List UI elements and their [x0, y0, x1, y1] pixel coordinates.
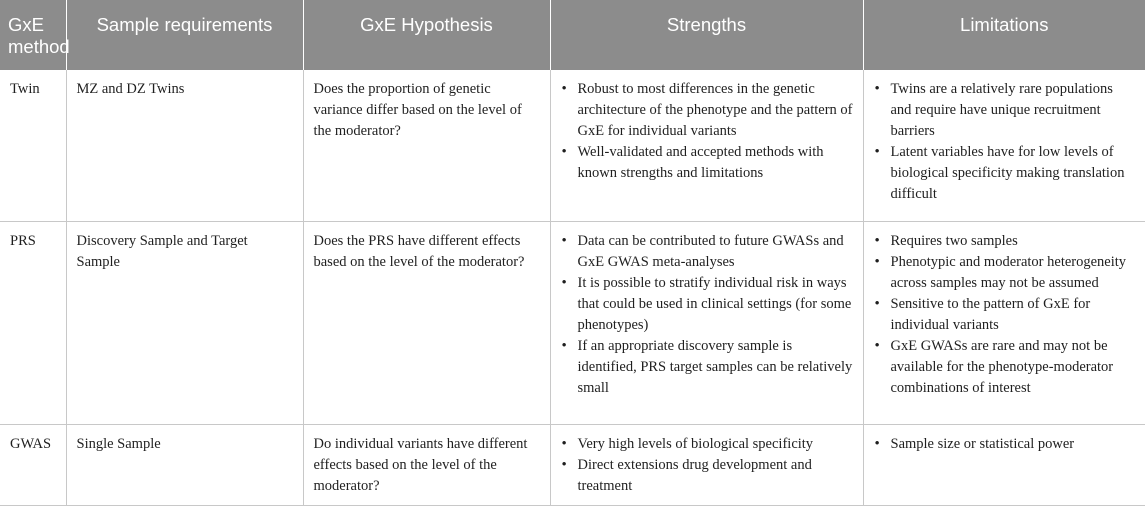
- table-row: [0, 425, 1145, 506]
- header-row: [0, 0, 1145, 70]
- table-row: [0, 70, 1145, 222]
- table-header: [0, 0, 1145, 70]
- cell-limitations: [863, 425, 1145, 506]
- list-item: • Requires two samples: [891, 231, 1136, 252]
- cell-sample-requirements: Discovery Sample and Target Sample: [66, 222, 303, 425]
- list-item: • Direct extensions drug development and treatment: [578, 455, 853, 497]
- cell-limitations: [863, 70, 1145, 222]
- cell-hypothesis: Does the proportion of genetic variance differ based on the level of the moderator?: [303, 70, 550, 222]
- header-sample-requirements: Sample requirements: [66, 0, 303, 70]
- table-row: [0, 222, 1145, 425]
- strengths-list: [561, 231, 853, 399]
- cell-hypothesis: Does the PRS have different effects based on the level of the moderator?: [303, 222, 550, 425]
- list-item: • Sensitive to the pattern of GxE for individual variants: [891, 294, 1136, 336]
- cell-strengths: [550, 222, 863, 425]
- list-item: • Sample size or statistical power: [891, 434, 1136, 455]
- limitations-list: [874, 231, 1136, 399]
- limitations-list: [874, 434, 1136, 455]
- list-item: • It is possible to stratify individual risk in ways that could be used in clinical settings (for some phenotypes): [578, 273, 853, 336]
- list-item: • Well-validated and accepted methods with known strengths and limitations: [578, 142, 853, 184]
- table-body: [0, 70, 1145, 506]
- list-item: • GxE GWASs are rare and may not be available for the phenotype-moderator combinations of interest: [891, 336, 1136, 399]
- list-item: • Latent variables have for low levels of biological specificity making translation difficult: [891, 142, 1136, 205]
- header-strengths: Strengths: [550, 0, 863, 70]
- strengths-list: [561, 79, 853, 184]
- list-item: • Data can be contributed to future GWASs and GxE GWAS meta-analyses: [578, 231, 853, 273]
- header-method: GxE method: [0, 0, 66, 70]
- list-item: • Twins are a relatively rare populations and require have unique recruitment barriers: [891, 79, 1136, 142]
- cell-method: PRS: [0, 222, 66, 425]
- strengths-list: [561, 434, 853, 497]
- limitations-list: [874, 79, 1136, 205]
- cell-strengths: [550, 70, 863, 222]
- cell-hypothesis: Do individual variants have different effects based on the level of the moderator?: [303, 425, 550, 506]
- list-item: • Very high levels of biological specificity: [578, 434, 853, 455]
- list-item: • Phenotypic and moderator heterogeneity across samples may not be assumed: [891, 252, 1136, 294]
- list-item: • If an appropriate discovery sample is identified, PRS target samples can be relatively small: [578, 336, 853, 399]
- cell-limitations: [863, 222, 1145, 425]
- cell-method: GWAS: [0, 425, 66, 506]
- cell-method: Twin: [0, 70, 66, 222]
- list-item: • Robust to most differences in the genetic architecture of the phenotype and the pattern of GxE for individual variants: [578, 79, 853, 142]
- header-hypothesis: GxE Hypothesis: [303, 0, 550, 70]
- header-limitations: Limitations: [863, 0, 1145, 70]
- cell-strengths: [550, 425, 863, 506]
- cell-sample-requirements: Single Sample: [66, 425, 303, 506]
- cell-sample-requirements: MZ and DZ Twins: [66, 70, 303, 222]
